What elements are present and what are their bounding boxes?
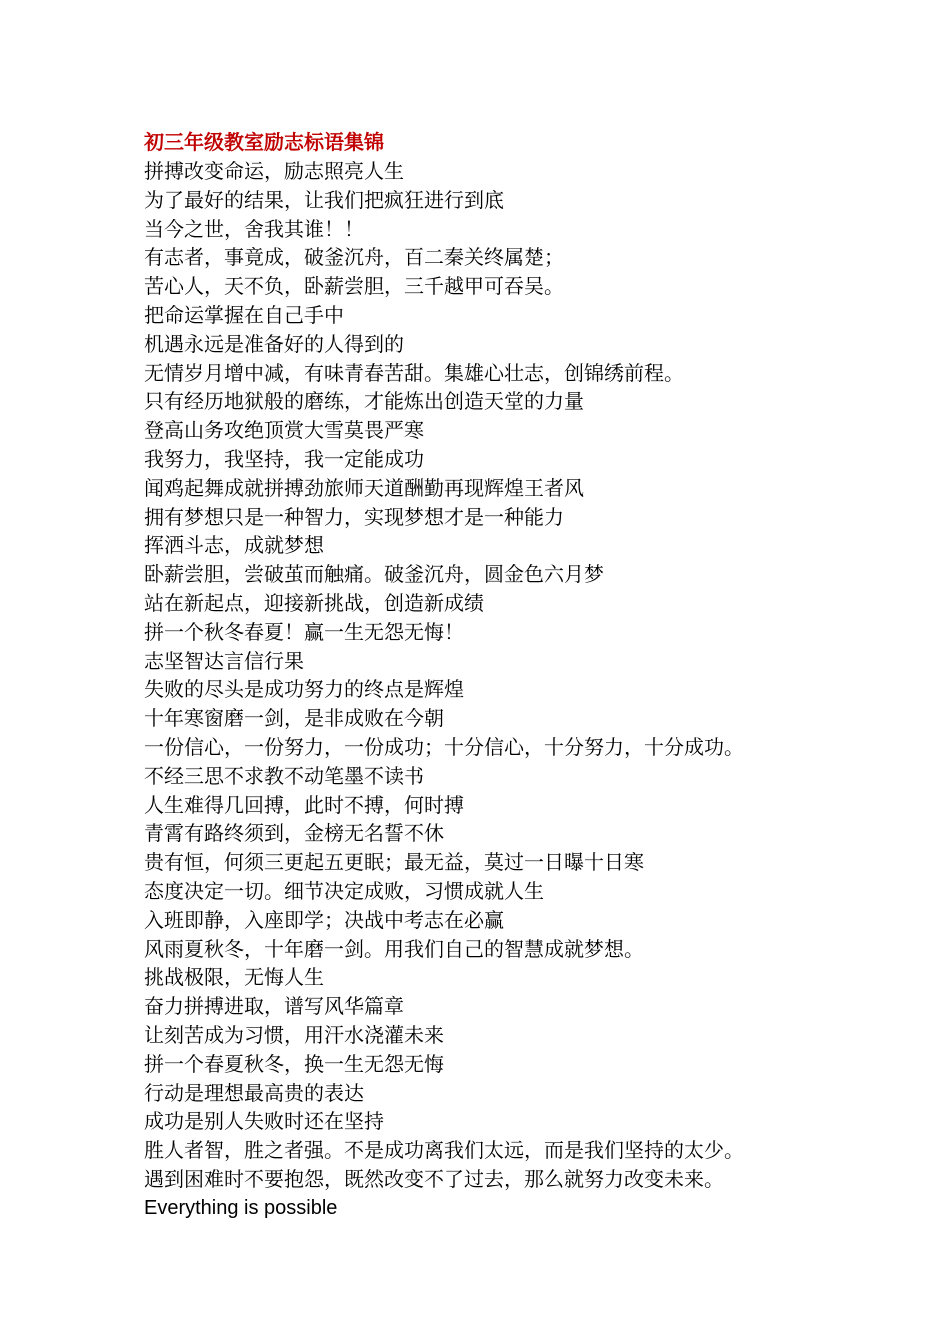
slogan-line: 入班即静，入座即学；决战中考志在必赢 <box>144 907 504 932</box>
slogan-line: 机遇永远是准备好的人得到的 <box>144 331 404 356</box>
slogan-line: 挑战极限，无悔人生 <box>144 965 324 990</box>
slogan-line: 苦心人，天不负，卧薪尝胆，三千越甲可吞吴。 <box>144 274 564 299</box>
slogan-line: 闻鸡起舞成就拼搏劲旅师天道酬勤再现辉煌王者风 <box>144 475 584 500</box>
slogan-line: 挥洒斗志，成就梦想 <box>144 533 324 558</box>
slogan-line: 有志者，事竟成，破釜沉舟，百二秦关终属楚； <box>144 245 564 270</box>
slogan-line: 行动是理想最高贵的表达 <box>144 1080 364 1105</box>
slogan-line: 我努力，我坚持，我一定能成功 <box>144 446 424 471</box>
slogan-line: 成功是别人失败时还在坚持 <box>144 1109 384 1134</box>
slogan-line: 为了最好的结果，让我们把疯狂进行到底 <box>144 187 504 212</box>
slogan-line: 当今之世，舍我其谁！！ <box>144 216 364 241</box>
slogan-line: 一份信心，一份努力，一份成功；十分信心，十分努力，十分成功。 <box>144 734 744 759</box>
slogan-line: 卧薪尝胆，尝破茧而触痛。破釜沉舟，圆金色六月梦 <box>144 562 604 587</box>
slogan-line: 站在新起点，迎接新挑战，创造新成绩 <box>144 590 484 615</box>
slogan-line: 风雨夏秋冬，十年磨一剑。用我们自己的智慧成就梦想。 <box>144 936 644 961</box>
slogan-line: 十年寒窗磨一剑，是非成败在今朝 <box>144 706 444 731</box>
slogan-line: 贵有恒，何须三更起五更眠；最无益，莫过一日曝十日寒 <box>144 850 644 875</box>
slogan-line: 遇到困难时不要抱怨，既然改变不了过去，那么就努力改变未来。 <box>144 1166 724 1191</box>
slogan-line: 只有经历地狱般的磨练，才能炼出创造天堂的力量 <box>144 389 584 414</box>
closing-line: Everything is possible <box>144 1196 338 1219</box>
slogan-line: 拼搏改变命运，励志照亮人生 <box>144 159 404 183</box>
slogan-line: 失败的尽头是成功努力的终点是辉煌 <box>144 677 464 702</box>
document-title: 初三年级教室励志标语集锦 <box>144 130 384 154</box>
slogan-line: 奋力拼搏进取，谱写风华篇章 <box>144 994 404 1019</box>
slogan-line: 人生难得几回搏，此时不搏，何时搏 <box>144 792 464 817</box>
slogan-line: 无情岁月增中减，有味青春苦甜。集雄心壮志，创锦绣前程。 <box>144 360 684 385</box>
slogan-line: 青霄有路终须到，金榜无名誓不休 <box>144 821 444 846</box>
slogan-line: 拼一个春夏秋冬，换一生无怨无悔 <box>144 1051 444 1076</box>
slogan-line: 拥有梦想只是一种智力，实现梦想才是一种能力 <box>144 504 564 529</box>
slogan-line: 拼一个秋冬春夏！赢一生无怨无悔！ <box>144 619 464 644</box>
document-content <box>144 128 924 1222</box>
slogan-list <box>144 157 924 1194</box>
slogan-line: 胜人者智，胜之者强。不是成功离我们太远，而是我们坚持的太少。 <box>144 1138 744 1163</box>
slogan-line: 态度决定一切。细节决定成败，习惯成就人生 <box>144 878 544 903</box>
slogan-line: 不经三思不求教不动笔墨不读书 <box>144 763 424 788</box>
slogan-line: 把命运掌握在自己手中 <box>144 302 344 327</box>
slogan-line: 让刻苦成为习惯，用汗水浇灌未来 <box>144 1022 444 1047</box>
slogan-line: 登高山务攻绝顶赏大雪莫畏严寒 <box>144 418 424 443</box>
slogan-line: 志坚智达言信行果 <box>144 648 304 673</box>
